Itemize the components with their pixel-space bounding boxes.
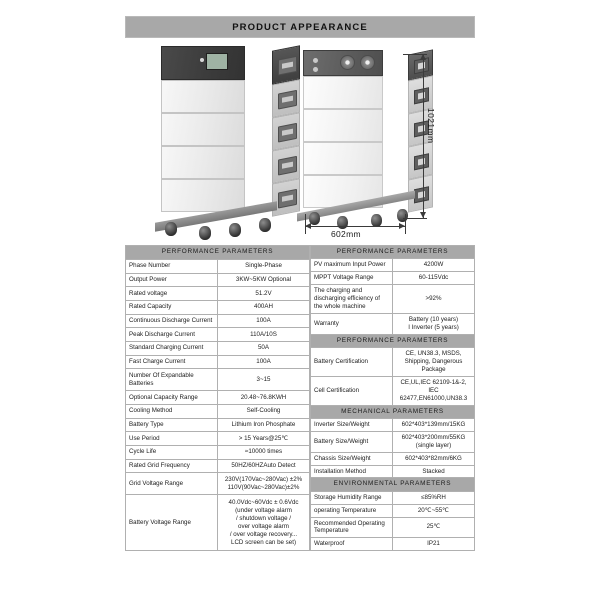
- param-label-cooling-method: Cooling Method: [126, 405, 218, 419]
- table-row: [311, 538, 475, 551]
- table-row: [311, 491, 475, 504]
- height-dimension-line: [423, 54, 424, 218]
- caster-wheel-icon: [165, 222, 177, 236]
- table-row: [126, 495, 310, 551]
- param-value-battery-type: Lithium Iron Phosphate: [218, 418, 310, 432]
- param-value-fast-charge-current: 100A: [218, 355, 310, 369]
- param-value-grid-voltage-range: 230V(170Vac~280Vac) ±2% 110V(90Vac~280Vac)±2%: [218, 473, 310, 495]
- table-row: [126, 432, 310, 446]
- param-label-standard-charging-current: Standard Charging Current: [126, 341, 218, 355]
- param-value-rated-capacity: 400AH: [218, 300, 310, 314]
- caster-wheel-icon: [259, 218, 271, 232]
- param-value-standard-charging-current: 50A: [218, 341, 310, 355]
- param-label-use-period: Use Period: [126, 432, 218, 446]
- caster-wheel-icon: [337, 216, 348, 229]
- table-row: [126, 314, 310, 328]
- battery-module-front-1: [161, 80, 245, 113]
- param-label-battery-certification: Battery Certification: [311, 347, 393, 376]
- lcd-screen: [206, 53, 228, 70]
- table-row: [311, 452, 475, 465]
- param-value-waterproof: IP21: [393, 538, 475, 551]
- param-value-battery-certification: CE, UN38.3, MSDS, Shipping, Dangerous Package: [393, 347, 475, 376]
- param-value-storage-humidity-range: ≤85%RH: [393, 491, 475, 504]
- status-led-icon: [312, 66, 319, 73]
- battery-stack-dimension: [303, 50, 409, 208]
- param-value-battery-size-weight: 602*403*200mm/55KG (single layer): [393, 431, 475, 452]
- table-row: [126, 459, 310, 473]
- table-row: [311, 465, 475, 478]
- param-value-output-power: 3KW~5KW Optional: [218, 273, 310, 287]
- section-header-environmental-parameters-3: ENVIRONMENTAL PARAMETERS: [311, 478, 475, 491]
- param-label-rated-capacity: Rated Capacity: [126, 300, 218, 314]
- caster-wheel-icon: [397, 209, 408, 222]
- table-row: [311, 347, 475, 376]
- param-label-battery-voltage-range: Battery Voltage Range: [126, 495, 218, 551]
- table-row: [311, 259, 475, 272]
- section-header-mechanical-parameters-2: MECHANICAL PARAMETERS: [311, 405, 475, 418]
- battery-module-dim-1: [303, 76, 383, 109]
- cooling-fan-icon: [340, 55, 355, 70]
- table-row: [311, 504, 475, 517]
- table-row: [126, 259, 310, 273]
- param-value-number-of-expandable-batteries: 3~15: [218, 369, 310, 391]
- section-header-performance-parameters-1: PERFORMANCE PARAMETERS: [311, 334, 475, 347]
- param-label-operating-temperature: operating Temperature: [311, 504, 393, 517]
- param-label-phase-number: Phase Number: [126, 259, 218, 273]
- table-row: [126, 369, 310, 391]
- table-row: [126, 355, 310, 369]
- param-value-mppt-voltage-range: 60-115Vdc: [393, 272, 475, 285]
- param-label-continuous-discharge-current: Continuous Discharge Current: [126, 314, 218, 328]
- port-icon: [414, 87, 429, 104]
- table-row: [311, 376, 475, 405]
- param-label-storage-humidity-range: Storage Humidity Range: [311, 491, 393, 504]
- param-value-cycle-life: ≈10000 times: [218, 446, 310, 460]
- param-label-inverter-size-weight: Inverter Size/Weight: [311, 418, 393, 431]
- table-row: [126, 273, 310, 287]
- table-row: [126, 341, 310, 355]
- table-row: [311, 272, 475, 285]
- table-row: [126, 287, 310, 301]
- param-value-battery-voltage-range: 40.0Vdc~60Vdc ± 0.6Vdc (under voltage alarm / shutdown voltage / over voltage alarm / over voltage recovery... LCD screen can be set): [218, 495, 310, 551]
- dimension-tick-right: [405, 214, 406, 234]
- param-label-recommended-operating-temperature: Recommended Operating Temperature: [311, 517, 393, 538]
- param-label-warranty: Warranty: [311, 313, 393, 334]
- product-appearance-banner: [125, 16, 475, 38]
- table-row: [126, 328, 310, 342]
- param-value-rated-grid-frequency: 50HZ/60HZAuto Detect: [218, 459, 310, 473]
- param-value-continuous-discharge-current: 100A: [218, 314, 310, 328]
- param-label-grid-voltage-range: Grid Voltage Range: [126, 473, 218, 495]
- banner-title: PRODUCT APPEARANCE: [232, 21, 368, 33]
- param-value-use-period: > 15 Years@25℃: [218, 432, 310, 446]
- param-value-pv-maximum-input-power: 4200W: [393, 259, 475, 272]
- section-header-performance-parameters-0: PERFORMANCE PARAMETERS: [311, 246, 475, 259]
- param-label-rated-voltage: Rated voltage: [126, 287, 218, 301]
- right-spec-table: [310, 245, 475, 551]
- param-label-pv-maximum-input-power: PV maximum Input Power: [311, 259, 393, 272]
- table-row: [126, 391, 310, 405]
- param-label-rated-grid-frequency: Rated Grid Frequency: [126, 459, 218, 473]
- table-row: [126, 446, 310, 460]
- battery-module-dim-2: [303, 109, 383, 142]
- param-value-phase-number: Single-Phase: [218, 259, 310, 273]
- inverter-module-front: [161, 46, 245, 80]
- param-label-chassis-size-weight: Chassis Size/Weight: [311, 452, 393, 465]
- appearance-illustrations: [125, 40, 475, 240]
- param-value-cell-certification: CE,UL,IEC 62109-1&-2, IEC 62477,EN61000,UN38.3: [393, 376, 475, 405]
- param-label-mppt-voltage-range: MPPT Voltage Range: [311, 272, 393, 285]
- section-header-row: [311, 405, 475, 418]
- param-label-installation-method: Installation Method: [311, 465, 393, 478]
- param-label-optional-capacity-range: Optional Capacity Range: [126, 391, 218, 405]
- param-label-peak-discharge-current: Peak Discharge Current: [126, 328, 218, 342]
- param-value-optional-capacity-range: 20.48~76.8KWH: [218, 391, 310, 405]
- param-label-the-charging-and-discharging-efficiency-of: The charging and discharging efficiency of the whole machine: [311, 285, 393, 314]
- battery-module-front-4: [161, 179, 245, 212]
- battery-module-front-2: [161, 113, 245, 146]
- inverter-module-top: [303, 50, 383, 76]
- specification-tables: [125, 245, 475, 551]
- param-value-recommended-operating-temperature: 25℃: [393, 517, 475, 538]
- param-label-cell-certification: Cell Certification: [311, 376, 393, 405]
- section-header-row: [311, 246, 475, 259]
- width-dimension-label: 602mm: [331, 229, 361, 239]
- param-label-number-of-expandable-batteries: Number Of Expandable Batteries: [126, 369, 218, 391]
- param-value-installation-method: Stacked: [393, 465, 475, 478]
- section-header-row: [311, 478, 475, 491]
- table-row: [126, 300, 310, 314]
- param-value-peak-discharge-current: 110A/10S: [218, 328, 310, 342]
- section-header-row: [126, 246, 310, 260]
- battery-stack-front: [161, 46, 273, 214]
- battery-module-dim-3: [303, 142, 383, 175]
- param-label-waterproof: Waterproof: [311, 538, 393, 551]
- battery-side-dim-3: [408, 141, 433, 179]
- left-spec-table: [125, 245, 310, 551]
- width-dimension-line: [305, 226, 405, 227]
- height-dimension-label: 1021mm: [426, 108, 436, 144]
- cooling-fan-icon: [360, 55, 375, 70]
- table-row: [311, 313, 475, 334]
- product-dimension-drawing: [295, 46, 445, 239]
- param-label-battery-size-weight: Battery Size/Weight: [311, 431, 393, 452]
- caster-wheel-icon: [229, 223, 241, 237]
- battery-module-front-3: [161, 146, 245, 179]
- section-header-row: [311, 334, 475, 347]
- param-value-chassis-size-weight: 602*403*82mm/6KG: [393, 452, 475, 465]
- param-label-fast-charge-current: Fast Charge Current: [126, 355, 218, 369]
- port-icon: [414, 153, 429, 170]
- param-value-the-charging-and-discharging-efficiency-of: >92%: [393, 285, 475, 314]
- param-label-battery-type: Battery Type: [126, 418, 218, 432]
- table-row: [126, 418, 310, 432]
- param-value-rated-voltage: 51.2V: [218, 287, 310, 301]
- table-row: [126, 473, 310, 495]
- port-icon: [414, 186, 429, 203]
- status-led-icon: [312, 57, 319, 64]
- param-label-output-power: Output Power: [126, 273, 218, 287]
- product-photo-front: [153, 46, 283, 236]
- table-row: [311, 418, 475, 431]
- table-row: [311, 517, 475, 538]
- param-value-inverter-size-weight: 602*403*139mm/15KG: [393, 418, 475, 431]
- param-value-warranty: Battery (10 years) I Inverter (5 years): [393, 313, 475, 334]
- table-row: [311, 285, 475, 314]
- param-value-cooling-method: Self-Cooling: [218, 405, 310, 419]
- param-value-operating-temperature: 20℃~55℃: [393, 504, 475, 517]
- table-row: [126, 405, 310, 419]
- param-label-cycle-life: Cycle Life: [126, 446, 218, 460]
- section-header-performance-parameters-0: PERFORMANCE PARAMETERS: [126, 246, 310, 260]
- indicator-light-icon: [200, 58, 204, 62]
- table-row: [311, 431, 475, 452]
- dimension-tick-bottom: [403, 218, 427, 219]
- caster-wheel-icon: [199, 226, 211, 240]
